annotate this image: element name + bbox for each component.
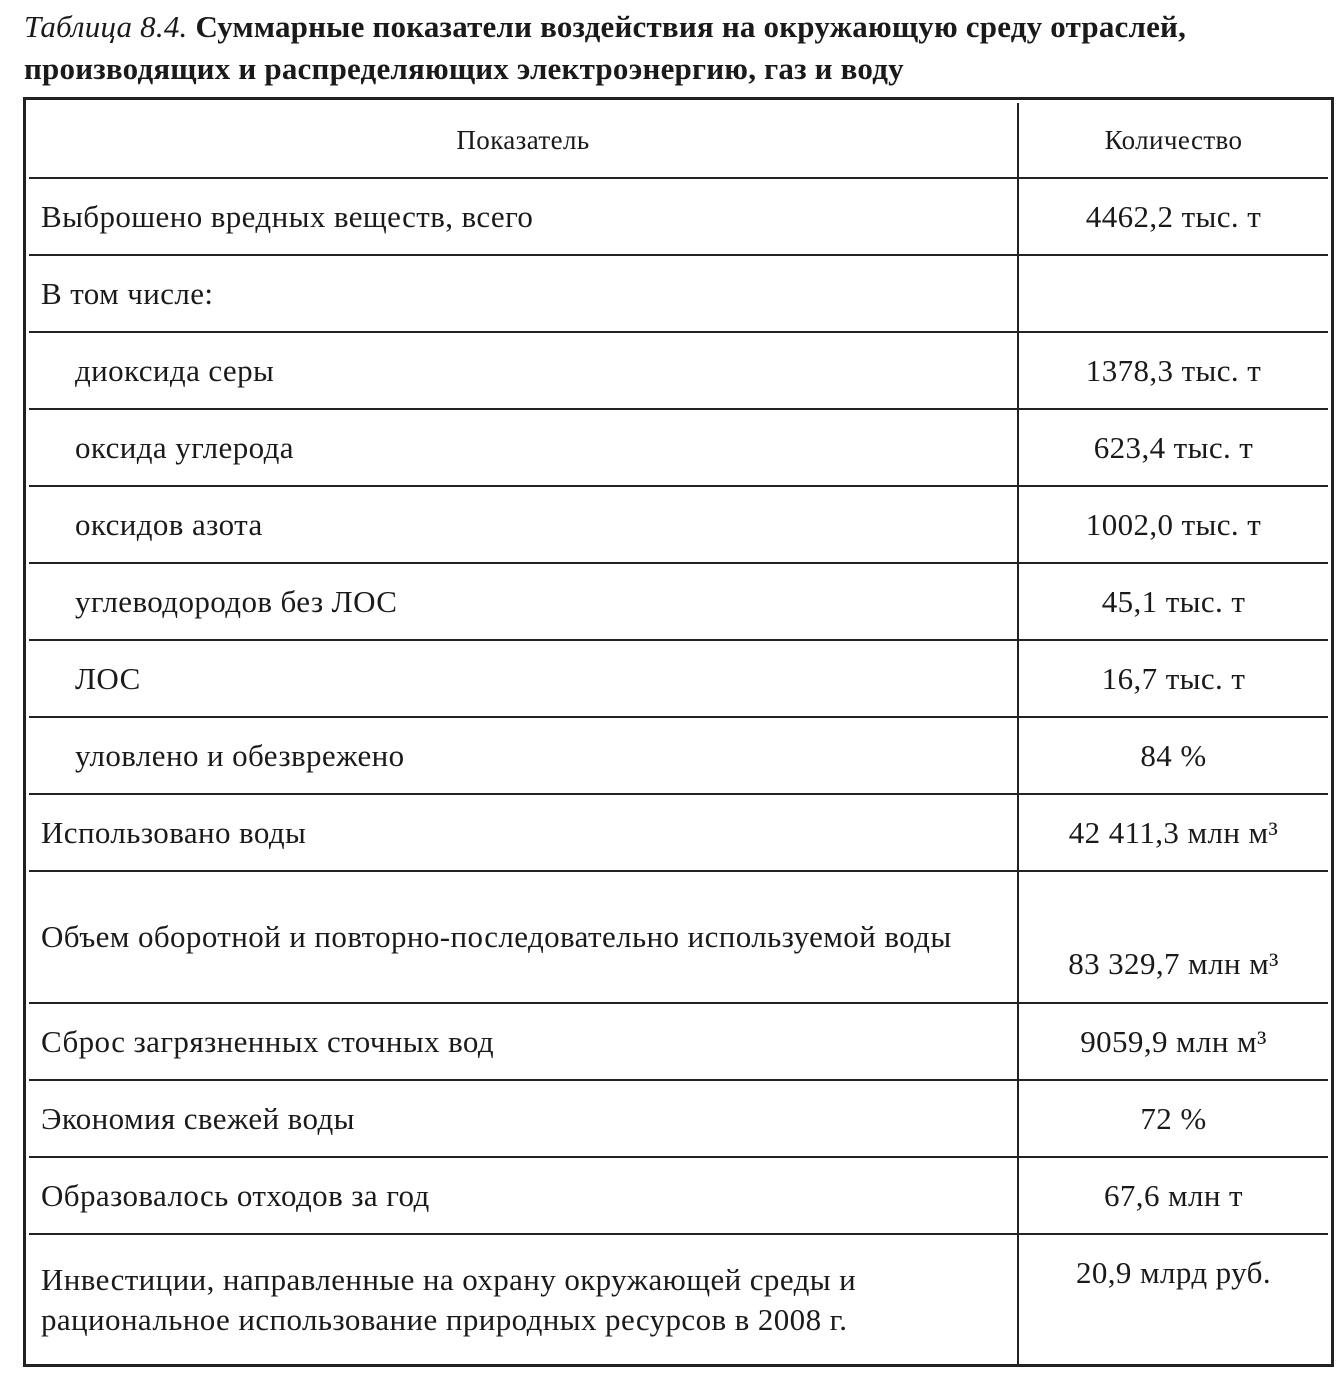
header-indicator: Показатель xyxy=(29,103,1018,178)
quantity-cell xyxy=(1018,255,1328,332)
quantity-cell: 45,1 тыс. т xyxy=(1018,563,1328,640)
indicator-cell: ЛОС xyxy=(29,640,1018,717)
table-header-row xyxy=(29,103,1328,178)
table-row xyxy=(29,1080,1328,1157)
quantity-cell: 72 % xyxy=(1018,1080,1328,1157)
quantity-cell: 16,7 тыс. т xyxy=(1018,640,1328,717)
table-row xyxy=(29,640,1328,717)
quantity-cell: 42 411,3 млн м³ xyxy=(1018,794,1328,871)
table-row xyxy=(29,1157,1328,1234)
quantity-cell: 1002,0 тыс. т xyxy=(1018,486,1328,563)
indicator-cell: Объем оборотной и повторно-последовательно используемой воды xyxy=(29,871,1018,1003)
indicator-cell: уловлено и обезврежено xyxy=(29,717,1018,794)
quantity-cell: 623,4 тыс. т xyxy=(1018,409,1328,486)
table-row xyxy=(29,1234,1328,1365)
table-number: Таблица 8.4. xyxy=(24,9,188,44)
indicator-cell: Использовано воды xyxy=(29,794,1018,871)
table-row xyxy=(29,409,1328,486)
header-quantity: Количество xyxy=(1018,103,1328,178)
table-row xyxy=(29,1003,1328,1080)
quantity-cell: 9059,9 млн м³ xyxy=(1018,1003,1328,1080)
indicator-cell: Экономия свежей воды xyxy=(29,1080,1018,1157)
indicator-cell: углеводородов без ЛОС xyxy=(29,563,1018,640)
indicator-cell: диоксида серы xyxy=(29,332,1018,409)
indicator-cell: Инвестиции, направленные на охрану окружающей среды и рациональное использование природных ресурсов в 2008 г. xyxy=(29,1234,1018,1365)
data-table-frame xyxy=(23,97,1334,1367)
indicator-cell: оксидов азота xyxy=(29,486,1018,563)
table-row xyxy=(29,486,1328,563)
table-row xyxy=(29,871,1328,1003)
table-row xyxy=(29,332,1328,409)
indicator-cell: Сброс загрязненных сточных вод xyxy=(29,1003,1018,1080)
table-row xyxy=(29,255,1328,332)
quantity-cell: 4462,2 тыс. т xyxy=(1018,178,1328,255)
data-table xyxy=(29,103,1328,1365)
table-row xyxy=(29,178,1328,255)
quantity-cell: 1378,3 тыс. т xyxy=(1018,332,1328,409)
indicator-cell: Образовалось отходов за год xyxy=(29,1157,1018,1234)
table-row xyxy=(29,563,1328,640)
quantity-cell: 67,6 млн т xyxy=(1018,1157,1328,1234)
table-row xyxy=(29,794,1328,871)
table-title: Суммарные показатели воздействия на окружающую среду отраслей, производящих и распределяющих электроэнергию, газ и воду xyxy=(24,9,1187,86)
indicator-cell: оксида углерода xyxy=(29,409,1018,486)
indicator-cell: В том числе: xyxy=(29,255,1018,332)
quantity-cell: 20,9 млрд руб. xyxy=(1018,1234,1328,1365)
table-row xyxy=(29,717,1328,794)
indicator-cell: Выброшено вредных веществ, всего xyxy=(29,178,1018,255)
quantity-cell: 83 329,7 млн м³ xyxy=(1018,871,1328,1003)
quantity-cell: 84 % xyxy=(1018,717,1328,794)
table-caption xyxy=(24,6,1334,90)
